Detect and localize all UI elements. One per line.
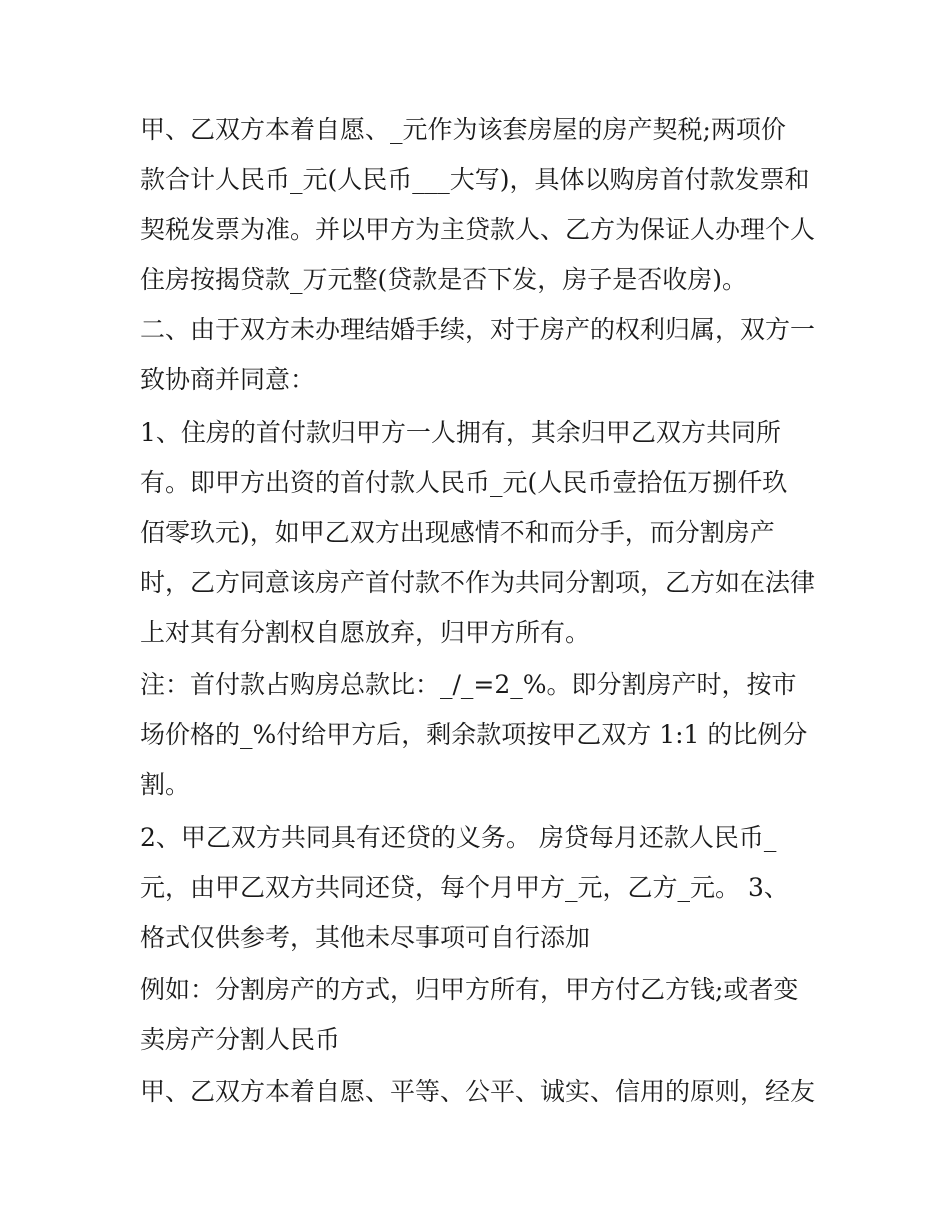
text-line: 甲、乙双方本着自愿、平等、公平、诚实、信用的原则，经友 (140, 1077, 816, 1106)
text-line: 佰零玖元)，如甲乙双方出现感情不和而分手，而分割房产 (140, 518, 775, 547)
text-line: 住房按揭贷款_万元整(贷款是否下发，房子是否收房)。 (140, 265, 748, 294)
text-line: 1、住房的首付款归甲方一人拥有，其余归甲乙双方共同所 (140, 418, 781, 447)
text-line: 格式仅供参考，其他未尽事项可自行添加 (140, 923, 591, 952)
text-line: 二、由于双方未办理结婚手续，对于房产的权利归属，双方一 (140, 315, 816, 344)
text-line: 致协商并同意： (140, 365, 316, 394)
text-line: 上对其有分割权自愿放弃，归甲方所有。 (140, 618, 591, 647)
text-line: 契税发票为准。并以甲方为主贷款人、乙方为保证人办理个人 (140, 215, 816, 244)
text-line: 例如：分割房产的方式，归甲方所有，甲方付乙方钱;或者变 (140, 975, 799, 1004)
text-line: 注：首付款占购房总款比：_/_=2_%。即分割房产时，按市 (140, 670, 797, 699)
text-line: 时，乙方同意该房产首付款不作为共同分割项，乙方如在法律 (140, 568, 816, 597)
text-line: 割。 (140, 770, 191, 799)
text-line: 款合计人民币_元(人民币___大写)，具体以购房首付款发票和 (140, 165, 810, 194)
text-line: 2、甲乙双方共同具有还贷的义务。 房贷每月还款人民币_ (140, 823, 777, 852)
text-line: 场价格的_%付给甲方后，剩余款项按甲乙双方 1:1 的比例分 (140, 720, 808, 749)
text-line: 甲、乙双方本着自愿、_元作为该套房屋的房产契税;两项价 (140, 115, 786, 144)
text-line: 元，由甲乙双方共同还贷，每个月甲方_元，乙方_元。 3、 (140, 873, 789, 902)
text-line: 有。即甲方出资的首付款人民币_元(人民币壹拾伍万捌仟玖 (140, 468, 788, 497)
text-line: 卖房产分割人民币 (140, 1025, 341, 1054)
